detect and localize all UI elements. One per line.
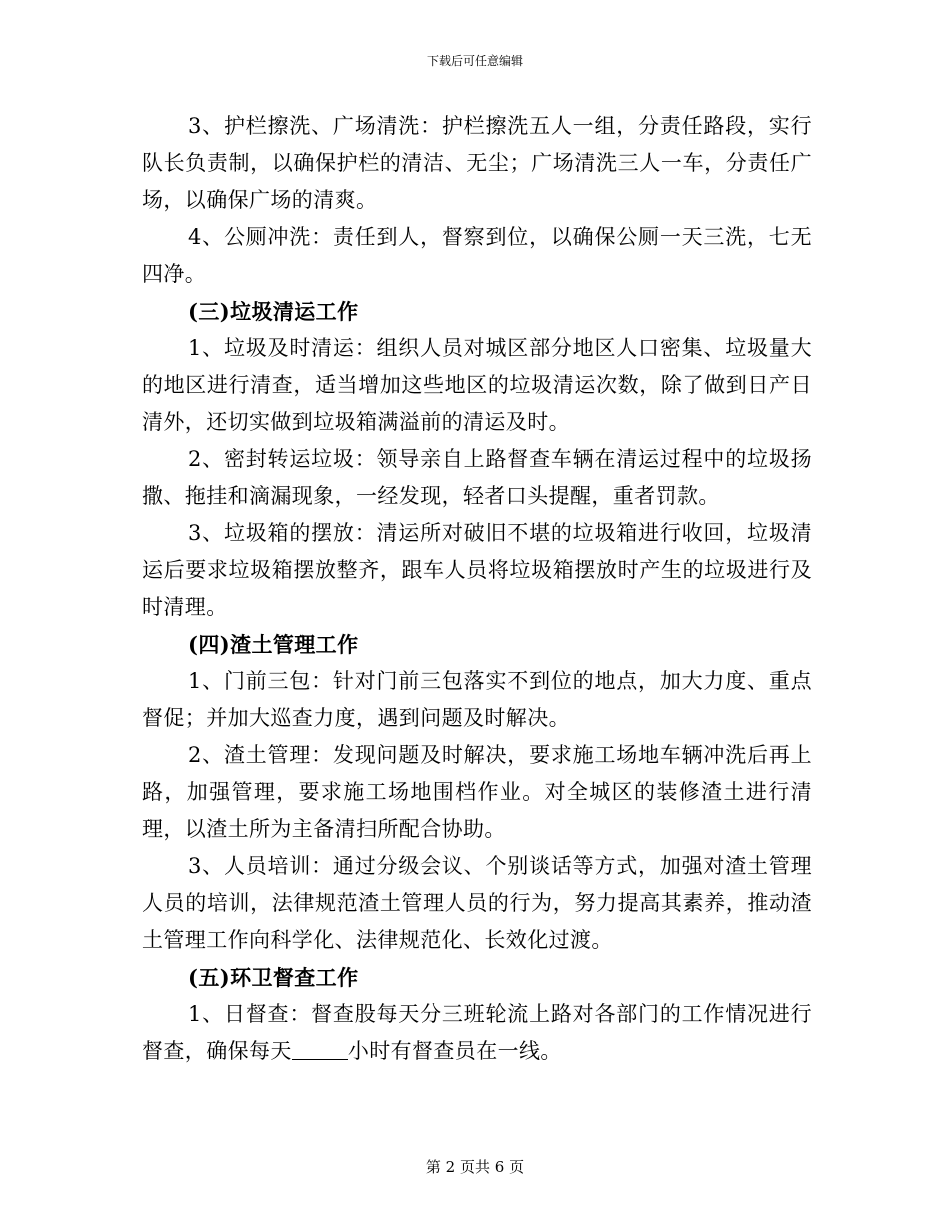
page-header: 下载后可任意编辑 bbox=[426, 54, 523, 68]
paragraph-three-guarantees: 1、门前三包：针对门前三包落实不到位的地点，加大力度、重点督促；并加大巡查力度，遇到问题及时解决。 bbox=[142, 669, 812, 730]
fill-in-blank bbox=[292, 1039, 348, 1060]
daily-inspection-text-after: 小时有督查员在一线。 bbox=[347, 1039, 562, 1063]
section-title-muck-management: (四)渣土管理工作 bbox=[188, 632, 359, 657]
daily-inspection-text-before: 1、日督查：督查股每天分三班轮流上路对各部门的工作情况进行督查，确保每天 bbox=[142, 1002, 812, 1063]
paragraph-toilet-cleaning: 4、公厕冲洗：责任到人，督察到位，以确保公厕一天三洗，七无四净。 bbox=[142, 225, 812, 286]
paragraph-muck-management: 2、渣土管理：发现问题及时解决，要求施工场地车辆冲洗后再上路，加强管理，要求施工场地围档作业。对全城区的装修渣土进行清理，以渣土所为主备清扫所配合协助。 bbox=[142, 743, 812, 841]
section-title-sanitation-inspection: (五)环卫督查工作 bbox=[188, 965, 359, 990]
document-body bbox=[142, 108, 812, 1070]
paragraph-bin-placement: 3、垃圾箱的摆放：清运所对破旧不堪的垃圾箱进行收回，垃圾清运后要求垃圾箱摆放整齐，跟车人员将垃圾箱摆放时产生的垃圾进行及时清理。 bbox=[142, 521, 812, 619]
paragraph-daily-inspection bbox=[142, 996, 812, 1070]
section-title-garbage-transport: (三)垃圾清运工作 bbox=[188, 299, 359, 324]
paragraph-staff-training: 3、人员培训：通过分级会议、个别谈话等方式，加强对渣土管理人员的培训，法律规范渣土管理人员的行为，努力提高其素养，推动渣土管理工作向科学化、法律规范化、长效化过渡。 bbox=[142, 854, 812, 952]
paragraph-railing-square-cleaning: 3、护栏擦洗、广场清洗：护栏擦洗五人一组，分责任路段，实行队长负责制，以确保护栏的清洁、无尘；广场清洗三人一车，分责任广场，以确保广场的清爽。 bbox=[142, 114, 812, 212]
paragraph-garbage-timely-transport: 1、垃圾及时清运：组织人员对城区部分地区人口密集、垃圾量大的地区进行清查，适当增加这些地区的垃圾清运次数，除了做到日产日清外，还切实做到垃圾箱满溢前的清运及时。 bbox=[142, 336, 812, 434]
page-footer: 第 2 页共 6 页 bbox=[425, 1158, 525, 1176]
paragraph-sealed-transport: 2、密封转运垃圾：领导亲自上路督查车辆在清运过程中的垃圾扬撒、拖挂和滴漏现象，一经发现，轻者口头提醒，重者罚款。 bbox=[142, 447, 812, 508]
